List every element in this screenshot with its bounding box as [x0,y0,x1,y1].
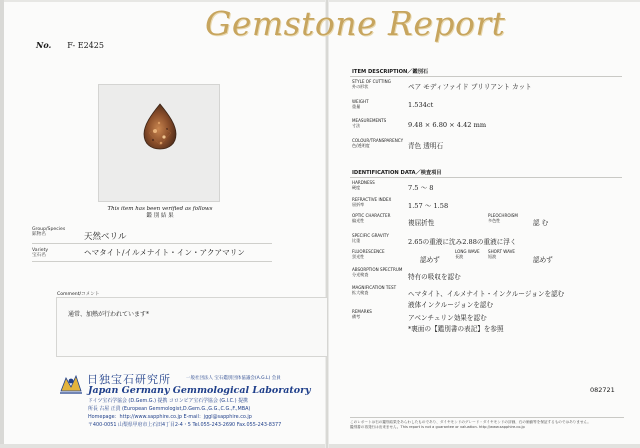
optic-character-value: 複屈折性 [408,219,435,227]
short-wave-value: 認めず [533,256,553,264]
optic-character-label [352,214,391,224]
weight-value: 1.534ct [408,101,434,109]
lab-logo-icon [58,371,84,397]
footer-note-2: 鑑別書の再発行は出来ません。This report is not a guarantee or valuation. http://www.sapphire.co.jp [350,425,525,429]
long-wave-label-jp: 長波 [455,253,464,259]
identification-rule [350,177,622,178]
fluorescence-label-en: FLUORESCENCE [352,249,385,254]
long-wave-label-en: LONG WAVE [455,249,480,254]
measurements-value: 9.48 × 6.80 × 4.42 mm [408,121,487,129]
absorption-label-en: ABSORPTION SPECTRUM [352,267,403,272]
variety-label [32,248,48,258]
verified-english: This item has been verified as follows [107,206,213,212]
pleochroism-value: 認 む [533,219,549,227]
magnification-label [352,286,396,296]
sheet-edge-left [0,0,4,448]
lab-address: 〒400-0051 山梨県甲府市上石田4丁目2-4・5 Tel.055-243-2690 Fax.055-243-8377 [88,422,282,428]
measurements-label-jp: 寸法 [352,122,361,128]
weight-label [352,100,369,110]
remarks-value-1: アベンチュリン効果を認む [408,314,487,322]
magnification-value-2: 液体インクルージョンを認む [408,301,494,309]
optic-character-label-jp: 偏光性 [352,217,365,223]
verified-statement [70,206,250,220]
magnification-value-1: ヘマタイト、イルメナイト・インクルージョンを認む [408,290,565,298]
short-wave-label-en: SHORT WAVE [488,249,515,254]
cutting-label-en: STYLE OF CUTTING [352,79,391,84]
report-title: Gemstone Report [205,4,506,43]
lab-affiliation: ドイツ宝石学協会 (D.Gem.G.) 提携 コロンビア宝石学協会 (G.I.C.) 提携 [88,398,248,404]
item-description-rule [350,76,622,77]
remarks-value-2: *裏面の【鑑別書の表記】を参照 [408,325,504,333]
verified-japanese: 鑑 別 結 果 [146,213,174,219]
lab-contact: Homepage：http://www.sapphire.co.jp E-mail：jggl@sapphire.co.jp [88,414,252,420]
optic-character-label-en: OPTIC CHARACTER [352,213,391,218]
certificate-number [36,40,104,50]
absorption-label-jp: 分光検査 [352,271,369,277]
refractive-index-label-en: REFRACTIVE INDEX [352,197,392,202]
variety-label-jp: 宝石名 [32,253,46,259]
colour-label-jp: 色/透明度 [352,142,370,148]
lab-name-japanese: 日独宝石研究所 [87,373,171,386]
pleochroism-label-en: PLEOCHROISM [488,213,518,218]
colour-label-en: COLOUR/TRANSPARENCY [352,138,404,143]
fluorescence-label [352,250,385,260]
group-species-label [32,227,65,237]
number-value: F- E2425 [67,41,104,50]
weight-label-jp: 重量 [352,103,361,109]
hardness-label [352,181,375,191]
measurements-label-en: MEASUREMENTS [352,118,387,123]
gemstone-photo [143,103,177,150]
group-species-label-en: Group/Species [32,227,66,232]
refractive-index-value: 1.57 ～ 1.58 [408,202,449,210]
comment-label: Comment/コメント [57,292,100,297]
sheet-edge-top [0,0,640,2]
sheet-edge-bottom [0,444,640,448]
short-wave-label [488,250,515,260]
weight-label-en: WEIGHT [352,99,369,104]
colour-label [352,139,403,149]
group-species-rule [32,243,272,244]
cutting-value: ペア モディファイド ブリリアント カット [408,83,532,91]
hardness-label-jp: 硬度 [352,184,361,190]
variety-value: ヘマタイト/イルメナイト・イン・アクアマリン [84,248,245,257]
specific-gravity-value: 2.65の重液に沈み2.88の重液に浮く [408,238,517,246]
lab-membership: 一般社団法人 宝石鑑別団体協議会(A.G.L) 会員 [186,376,281,381]
magnification-label-en: MAGNIFICATION TEST [352,285,397,290]
lab-director: 所長 古屋 正貴 (European Gemmologist,D.Gem.G.,G.G.,C.G.,F.,MBA) [88,406,251,412]
absorption-value: 特有の吸収を認む [408,273,461,281]
hardness-value: 7.5 ～ 8 [408,184,434,192]
reference-number: 082721 [590,386,615,394]
pleochroism-label [488,214,518,224]
pleochroism-label-jp: 多色性 [488,217,501,223]
specific-gravity-label-jp: 比重 [352,237,361,243]
specific-gravity-label [352,234,389,244]
remarks-label-en: REMARKS [352,309,372,314]
item-description-title: ITEM DESCRIPTION／鑑別石 [352,69,429,75]
center-fold [325,0,329,448]
hardness-label-en: HARDNESS [352,180,375,185]
colour-value: 青色 透明石 [408,142,444,150]
variety-rule [32,261,272,262]
short-wave-label-jp: 短波 [488,253,497,259]
remarks-label [352,310,372,320]
long-wave-label [455,250,480,260]
identification-title: IDENTIFICATION DATA／検査項目 [352,170,442,176]
footer-rule [350,417,624,418]
fluorescence-label-jp: 蛍光性 [352,253,365,259]
footer-notes [350,420,624,430]
cutting-label-jp: 外の形状 [352,83,369,89]
group-species-value: 天然ベリル [84,232,127,242]
variety-label-en: Variety [32,248,49,253]
comment-text: 通常、加熱が行われています* [68,311,150,318]
footer-note-1: このレポートは石の鑑別結果をあらわしたものであり、ダイヤモンドのグレード・ダイヤモンドの評価、石の価値等を保証するものではありません。 [350,420,591,424]
specific-gravity-label-en: SPECIFIC GRAVITY [352,233,389,238]
remarks-label-jp: 備考 [352,313,361,319]
measurements-label [352,119,386,129]
number-label: No. [36,40,52,50]
magnification-label-jp: 拡大検査 [352,289,369,295]
comment-box [56,297,328,357]
long-wave-value: 認めず [420,256,440,264]
group-species-label-jp: 鉱物名 [32,232,46,238]
absorption-label [352,268,402,278]
cutting-label [352,80,391,90]
lab-name-english: Japan Germany Gemmological Laboratory [88,385,311,396]
refractive-index-label-jp: 屈折率 [352,201,365,207]
refractive-index-label [352,198,391,208]
